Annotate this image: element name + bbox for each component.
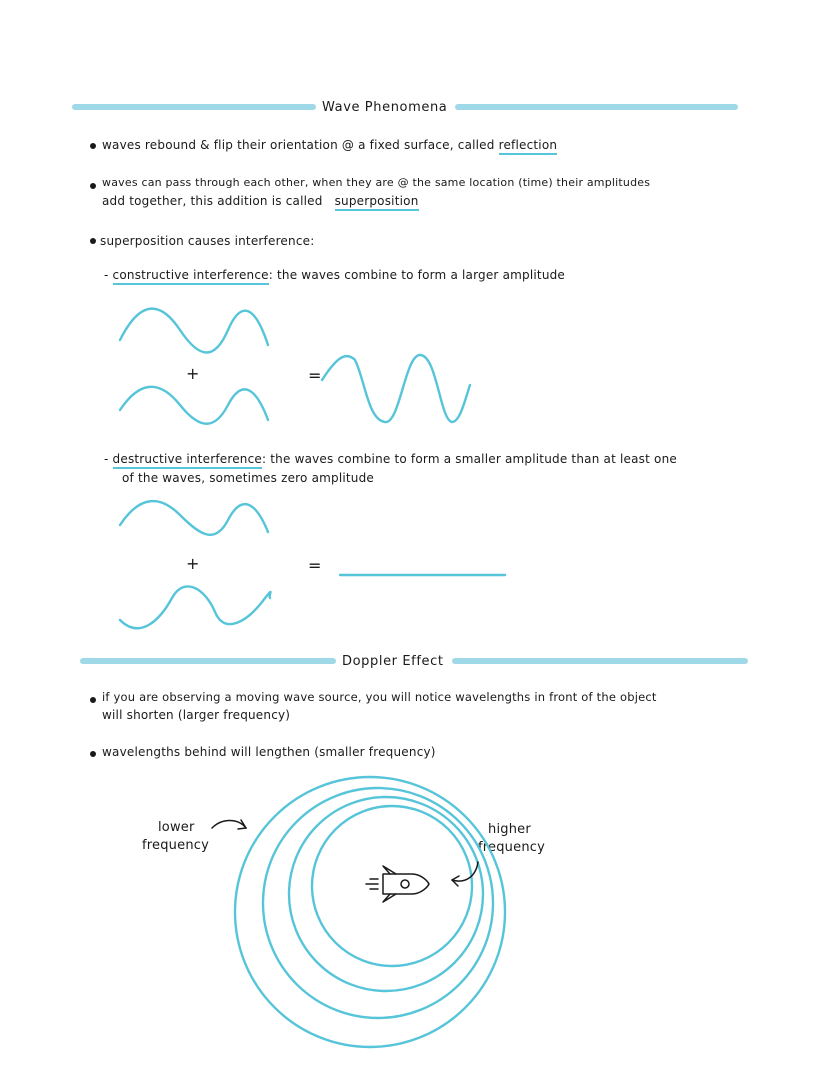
- term-reflection: reflection: [499, 138, 558, 155]
- reflection-text: waves rebound & flip their orientation @ a fixed surface, called: [102, 138, 495, 152]
- doppler-note-wavelengths-behind: wavelengths behind will lengthen (smaller frequency): [102, 745, 436, 759]
- wavefront-circle: [235, 777, 505, 1047]
- input-wave: [120, 501, 268, 535]
- interference-intro: superposition causes interference:: [100, 234, 315, 248]
- input-wave: [120, 586, 271, 628]
- doppler-note-line2: will shorten (larger frequency): [102, 708, 291, 722]
- wavefront-circle: [263, 788, 493, 1018]
- dash: -: [104, 268, 109, 282]
- rocket-icon: [366, 866, 429, 902]
- arrow-lower: [212, 820, 246, 829]
- term-superposition: superposition: [335, 194, 419, 211]
- input-wave: [120, 387, 268, 424]
- wavefront-circle: [312, 806, 472, 966]
- label-higher-frequency: frequency: [478, 840, 546, 855]
- result-wave-larger: [322, 355, 470, 422]
- plus-sign: +: [186, 364, 200, 383]
- section-title-doppler-effect: Doppler Effect: [342, 654, 444, 669]
- equals-sign: =: [308, 366, 322, 385]
- destructive-note-line2: of the waves, sometimes zero amplitude: [122, 471, 375, 485]
- constructive-text: : the waves combine to form a larger amplitude: [268, 268, 566, 282]
- plus-sign: +: [186, 554, 200, 573]
- term-constructive-interference: constructive interference: [113, 268, 269, 285]
- dash: -: [104, 452, 109, 466]
- term-destructive-interference: destructive interference: [113, 452, 262, 469]
- section-title-wave-phenomena: Wave Phenomena: [322, 100, 448, 115]
- input-wave: [120, 309, 268, 353]
- destructive-text: : the waves combine to form a smaller amplitude than at least one: [262, 452, 677, 466]
- label-lower: lower: [158, 820, 195, 835]
- superposition-text: add together, this addition is called: [102, 194, 323, 208]
- label-higher: higher: [488, 822, 531, 837]
- arrow-higher: [452, 862, 478, 886]
- label-lower-frequency: frequency: [142, 838, 210, 853]
- equals-sign: =: [308, 556, 322, 575]
- superposition-note-line1: waves can pass through each other, when they are @ the same location (time) their amplitudes: [102, 176, 651, 189]
- doppler-note-line1: if you are observing a moving wave source, you will notice wavelengths in front of the object: [102, 690, 657, 704]
